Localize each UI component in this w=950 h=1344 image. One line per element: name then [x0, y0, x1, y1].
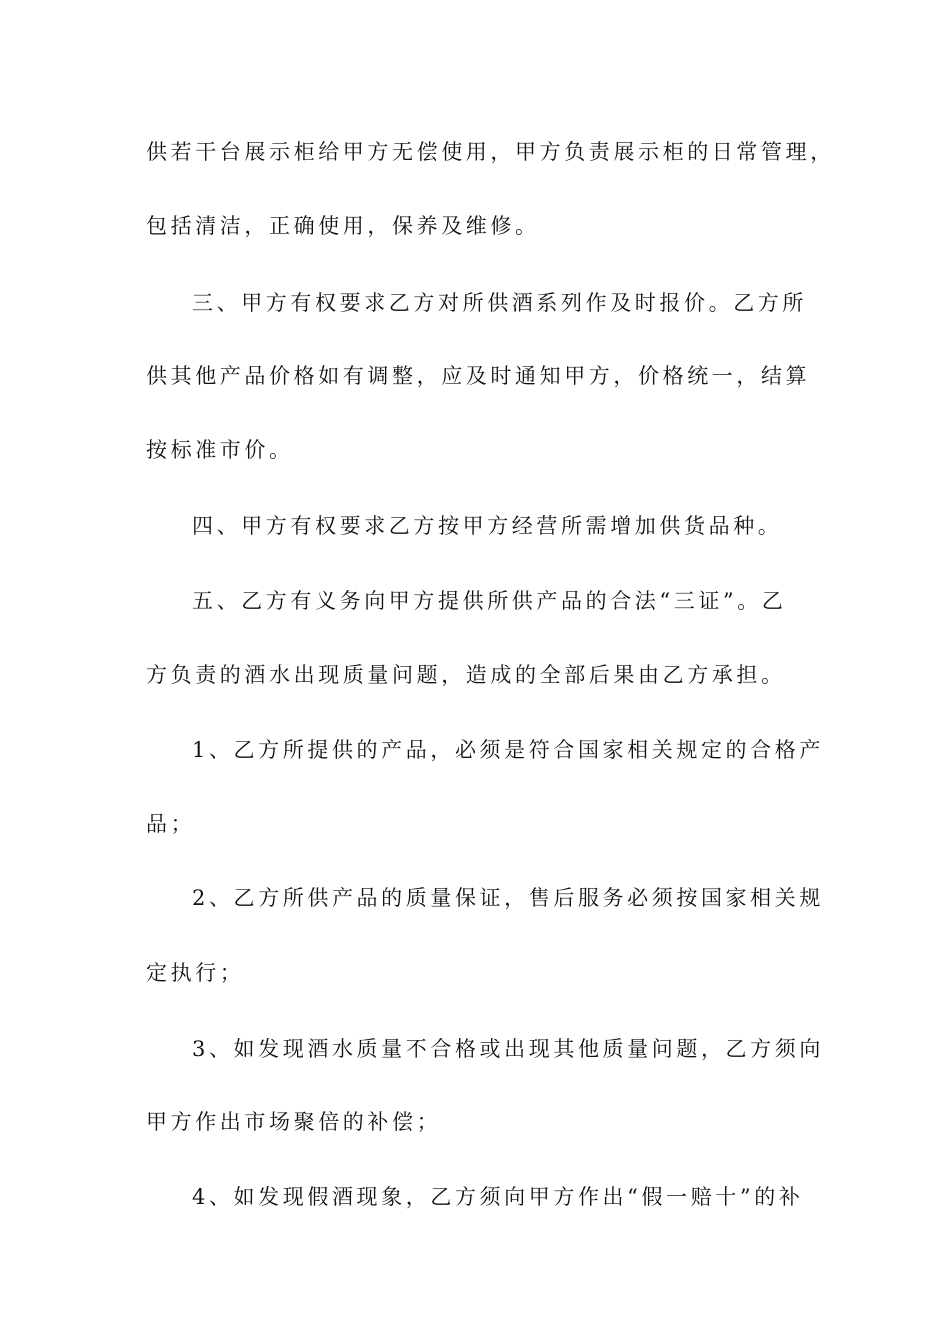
- text-line: 定执行；: [146, 961, 245, 985]
- item-4-line: 4、如发现假酒现象，乙方须向甲方作出“假一赔十”的补: [192, 1185, 804, 1209]
- text-line: 供其他产品价格如有调整，应及时通知甲方，价格统一，结算: [146, 364, 811, 388]
- text-line: 按标准市价。: [146, 438, 294, 462]
- paragraph-5-line: 五、乙方有义务向甲方提供所供产品的合法“三证”。乙: [192, 589, 787, 613]
- item-1-line: 1、乙方所提供的产品，必须是符合国家相关规定的合格产: [192, 738, 824, 762]
- text-line: 方负责的酒水出现质量问题，造成的全部后果由乙方承担。: [146, 663, 786, 687]
- item-3-line: 3、如发现酒水质量不合格或出现其他质量问题，乙方须向: [192, 1037, 824, 1061]
- text-line: 包括清洁，正确使用，保养及维修。: [146, 214, 540, 238]
- text-line: 品；: [146, 812, 196, 836]
- text-line: 甲方作出市场聚倍的补偿；: [146, 1110, 442, 1134]
- text-line: 供若干台展示柜给甲方无偿使用，甲方负责展示柜的日常管理，: [146, 140, 835, 164]
- paragraph-3-line: 三、甲方有权要求乙方对所供酒系列作及时报价。乙方所: [192, 291, 807, 315]
- item-2-line: 2、乙方所供产品的质量保证，售后服务必须按国家相关规: [192, 886, 824, 910]
- paragraph-4-line: 四、甲方有权要求乙方按甲方经营所需增加供货品种。: [192, 514, 783, 538]
